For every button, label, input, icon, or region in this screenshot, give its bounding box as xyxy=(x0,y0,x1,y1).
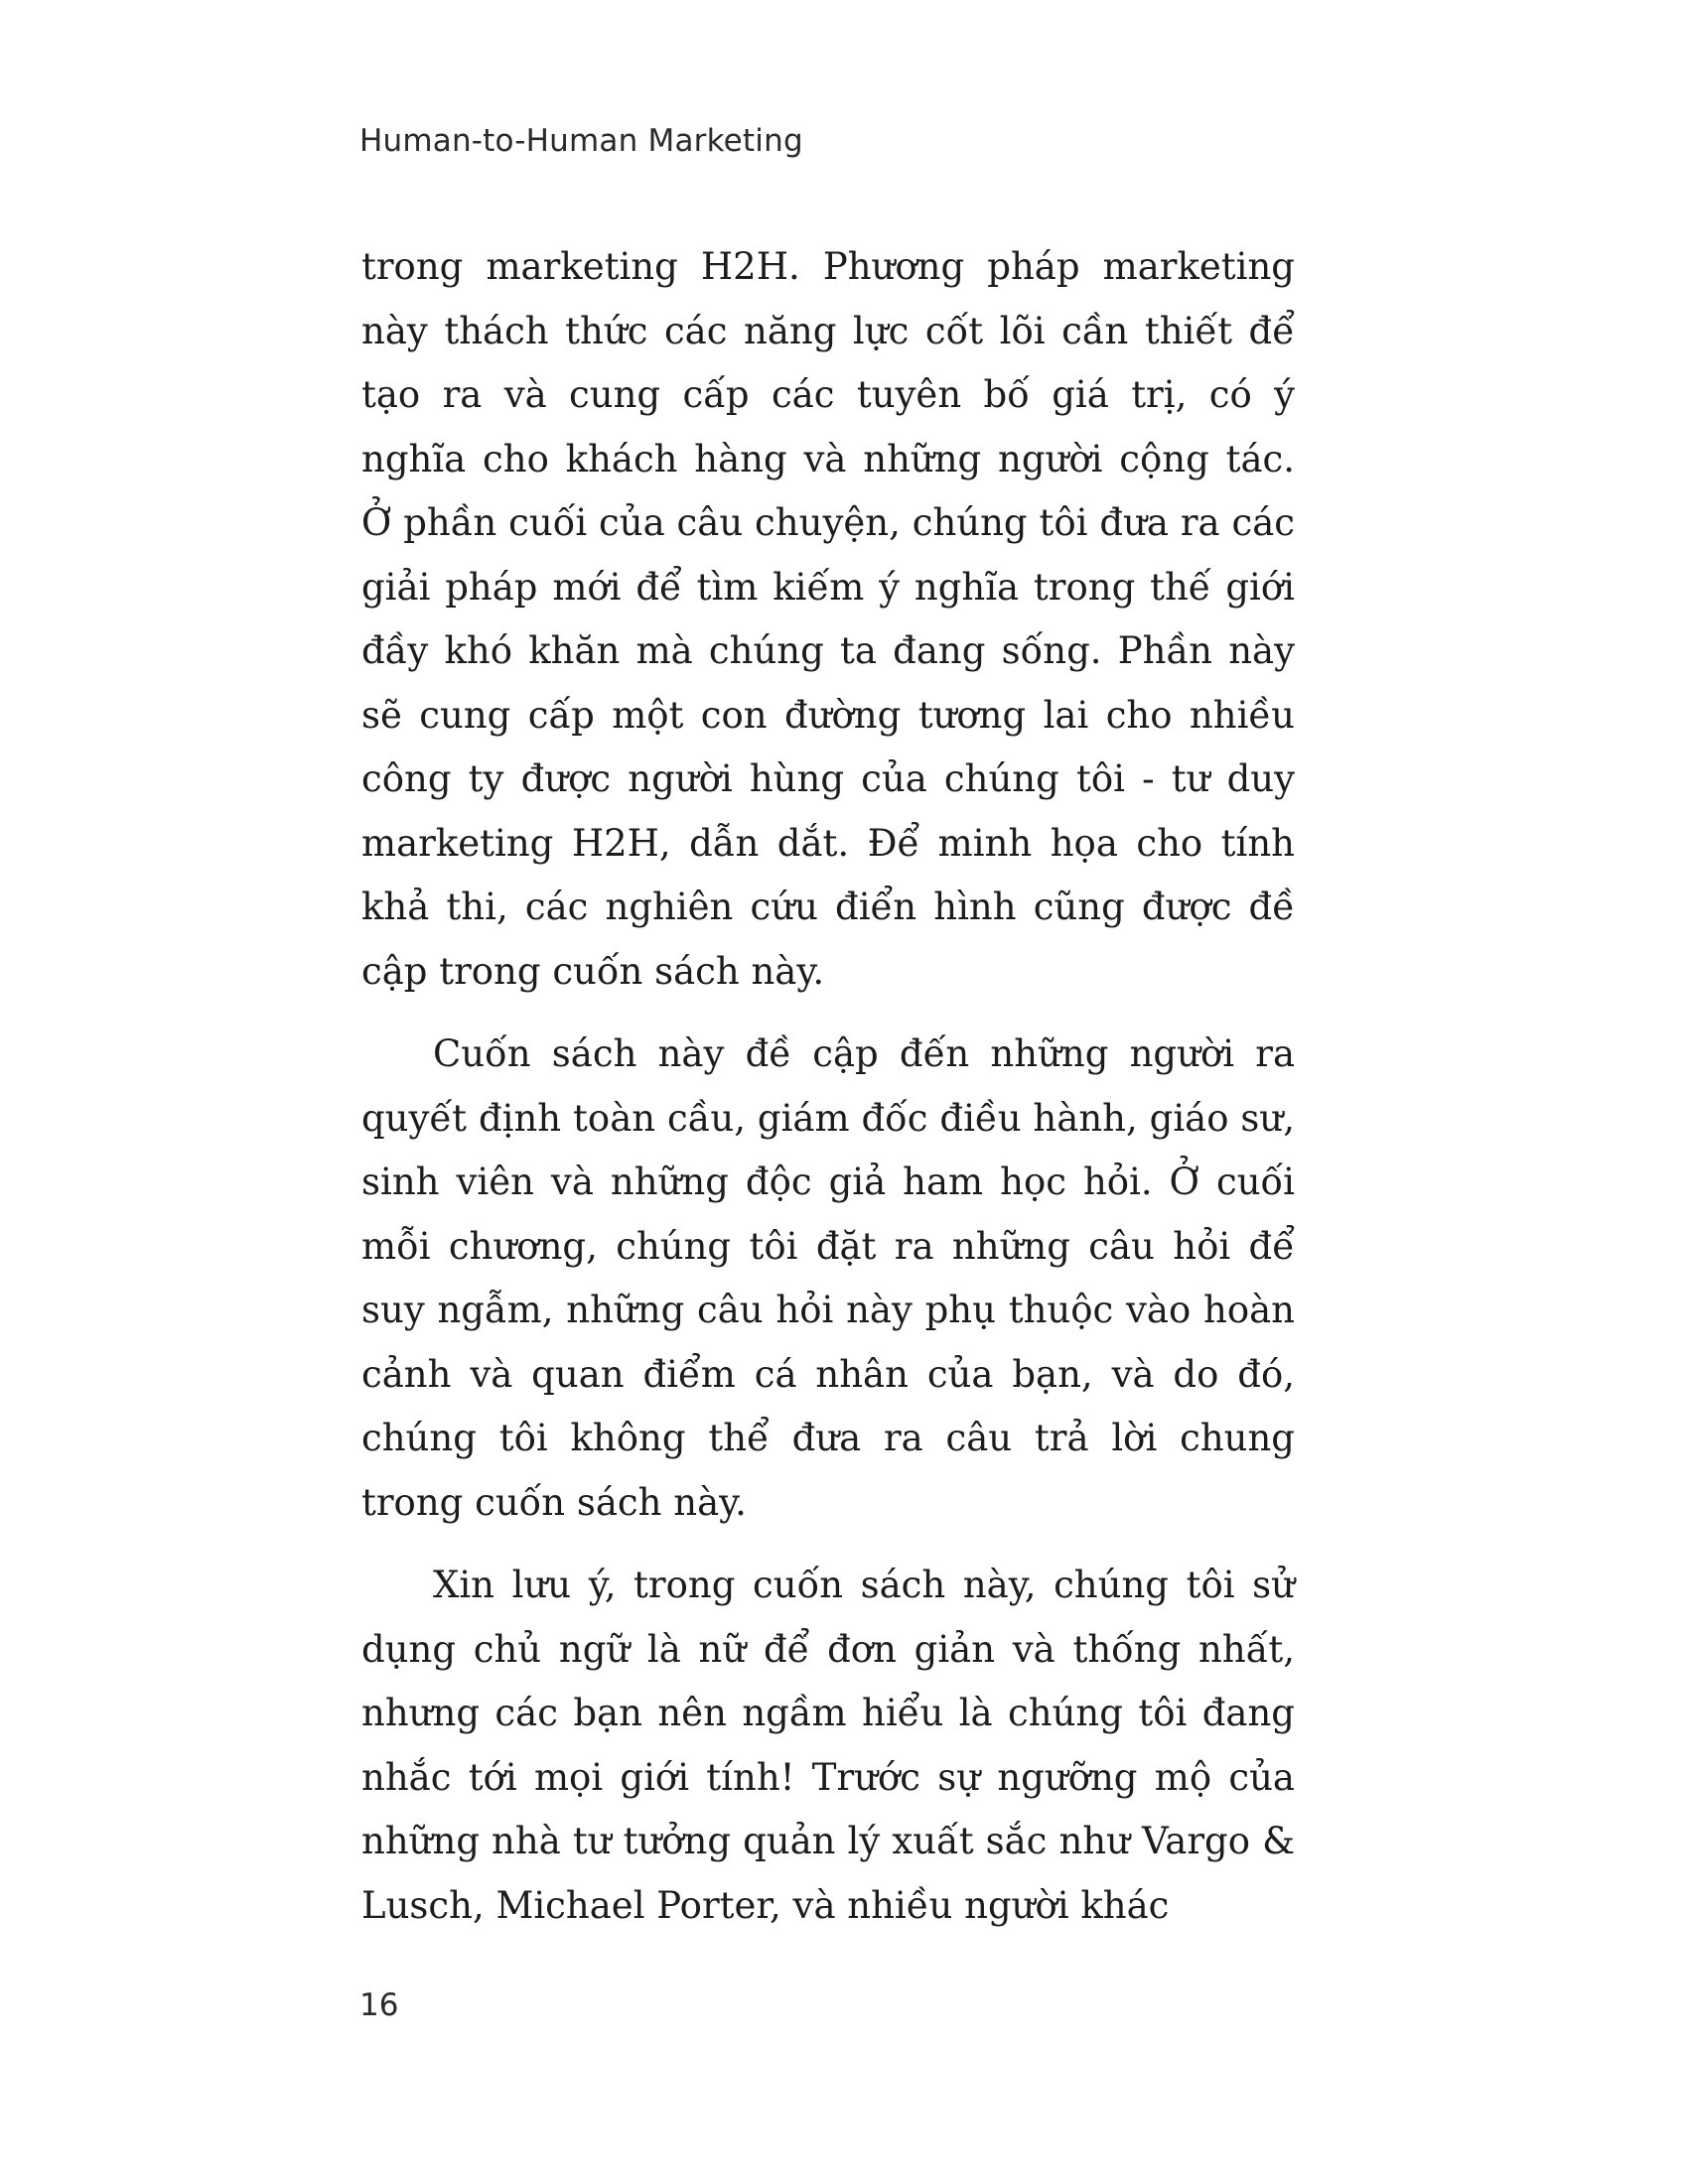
body-text xyxy=(361,235,1295,1938)
paragraph: Xin lưu ý, trong cuốn sách này, chúng tôi sử dụng chủ ngữ là nữ để đơn giản và thống nhất, nhưng các bạn nên ngầm hiểu là chúng tôi đang nhắc tới mọi giới tính! Trước sự ngưỡng mộ của những nhà tư tưởng quản lý xuất sắc như Vargo & Lusch, Michael Porter, và nhiều người khác xyxy=(361,1564,1295,1927)
running-header: Human-to-Human Marketing xyxy=(359,123,803,159)
paragraph: trong marketing H2H. Phương pháp marketing này thách thức các năng lực cốt lõi cần thiết để tạo ra và cung cấp các tuyên bố giá trị, có ý nghĩa cho khách hàng và những người cộng tác. Ở phần cuối của câu chuyện, chúng tôi đưa ra các giải pháp mới để tìm kiếm ý nghĩa trong thế giới đầy khó khăn mà chúng ta đang sống. Phần này sẽ cung cấp một con đường tương lai cho nhiều công ty được người hùng của chúng tôi - tư duy marketing H2H, dẫn dắt. Để minh họa cho tính khả thi, các nghiên cứu điển hình cũng được đề cập trong cuốn sách này. xyxy=(361,245,1295,993)
paragraph: Cuốn sách này đề cập đến những người ra quyết định toàn cầu, giám đốc điều hành, giáo sư, sinh viên và những độc giả ham học hỏi. Ở cuối mỗi chương, chúng tôi đặt ra những câu hỏi để suy ngẫm, những câu hỏi này phụ thuộc vào hoàn cảnh và quan điểm cá nhân của bạn, và do đó, chúng tôi không thể đưa ra câu trả lời chung trong cuốn sách này. xyxy=(361,1032,1295,1524)
page-number: 16 xyxy=(359,1987,399,2023)
